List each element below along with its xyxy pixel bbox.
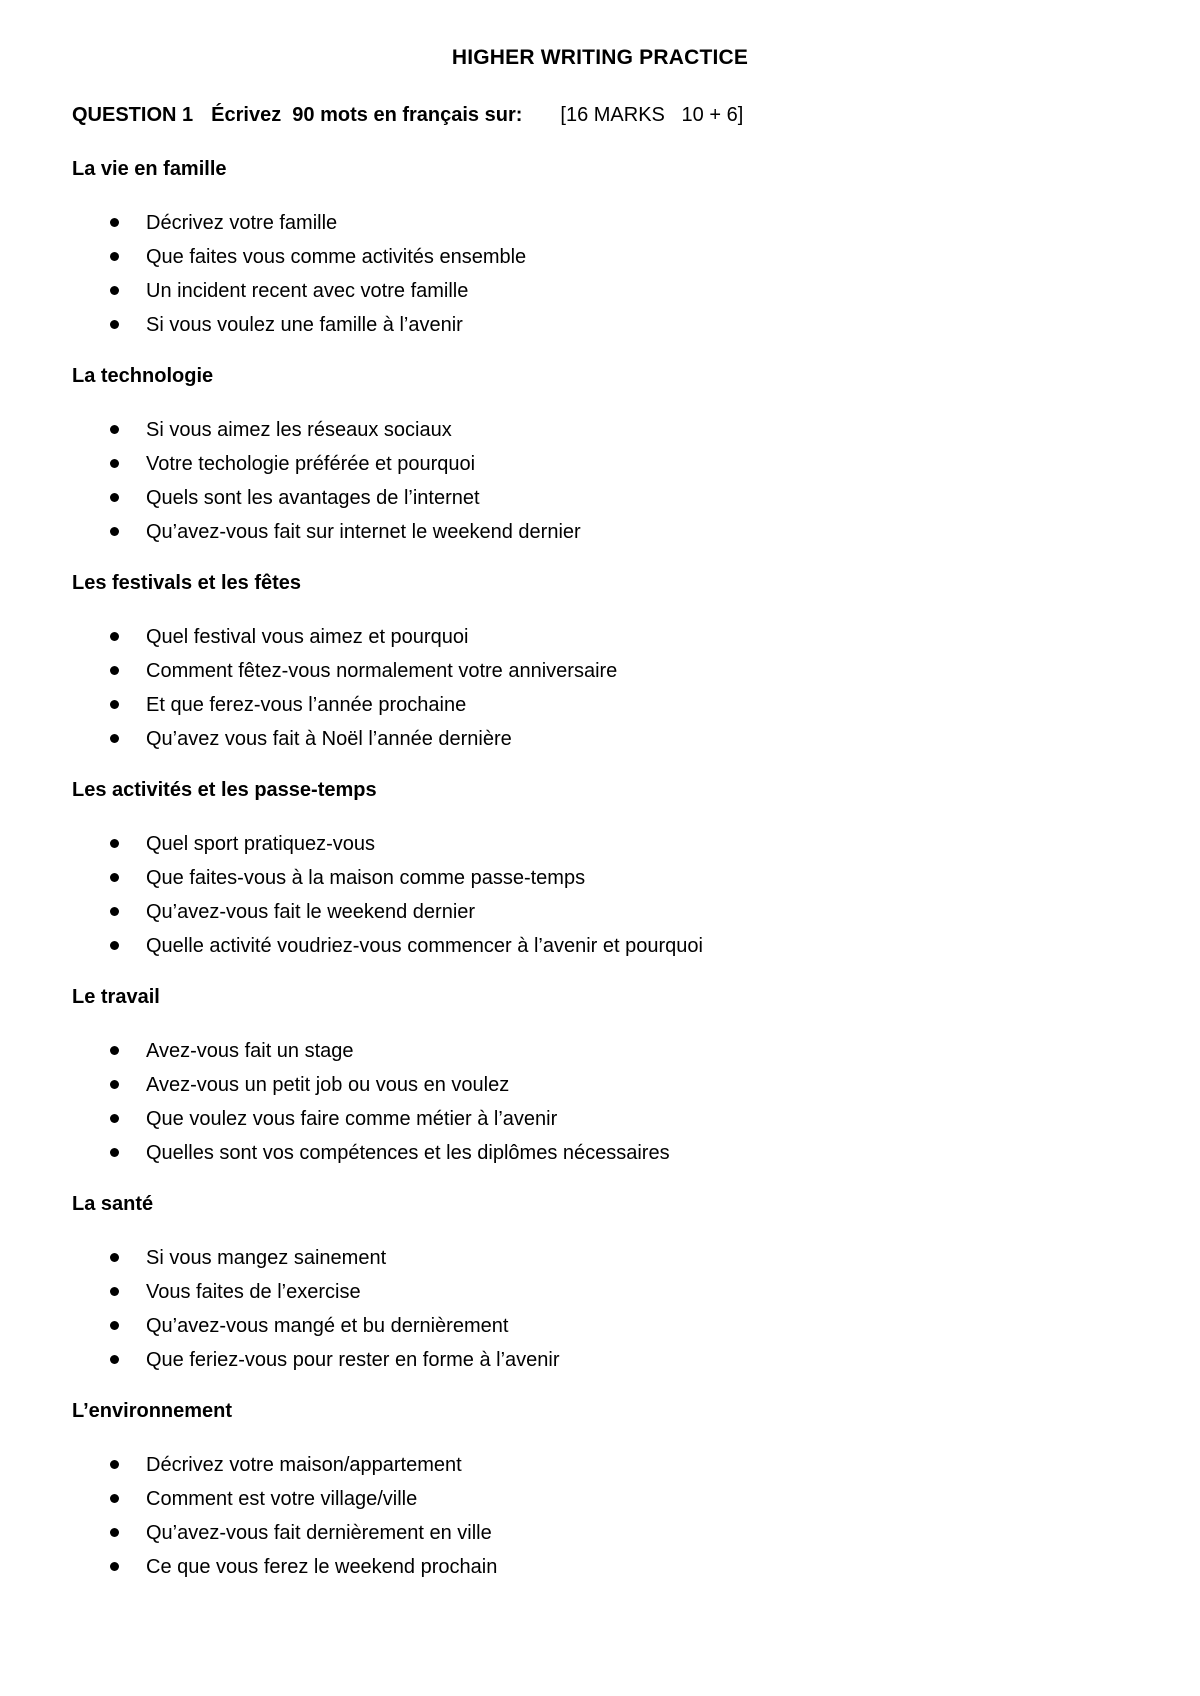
bullet-icon <box>110 1148 119 1157</box>
list-item-text: Si vous mangez sainement <box>146 1247 387 1269</box>
list-item <box>72 1482 1132 1516</box>
section-heading: Les activités et les passe-temps <box>72 779 377 801</box>
bullet-icon <box>110 1287 119 1296</box>
topic-section <box>72 570 1132 756</box>
question-label: QUESTION 1 <box>72 104 194 126</box>
bullet-list <box>72 413 1132 549</box>
list-item-text: Si vous aimez les réseaux sociaux <box>146 419 452 441</box>
list-item-text: Si vous voulez une famille à l’avenir <box>146 314 463 336</box>
bullet-icon <box>110 1253 119 1262</box>
list-item-text: Avez-vous un petit job ou vous en voulez <box>146 1074 510 1096</box>
list-item-text: Que voulez vous faire comme métier à l’avenir <box>146 1108 558 1130</box>
topic-sections <box>72 156 1132 1605</box>
bullet-icon <box>110 425 119 434</box>
bullet-icon <box>110 632 119 641</box>
list-item <box>72 1136 1132 1170</box>
list-item <box>72 1343 1132 1377</box>
list-item <box>72 722 1132 756</box>
list-item <box>72 620 1132 654</box>
bullet-list <box>72 1241 1132 1377</box>
section-heading: La technologie <box>72 365 214 387</box>
question-line <box>72 104 743 127</box>
bullet-icon <box>110 873 119 882</box>
section-heading: La santé <box>72 1193 154 1215</box>
list-item <box>72 861 1132 895</box>
list-item-text: Que feriez-vous pour rester en forme à l’avenir <box>146 1349 560 1371</box>
list-item-text: Ce que vous ferez le weekend prochain <box>146 1556 498 1578</box>
list-item-text: Quelles sont vos compétences et les diplômes nécessaires <box>146 1142 670 1164</box>
bullet-list <box>72 1034 1132 1170</box>
list-item-text: Comment fêtez-vous normalement votre anniversaire <box>146 660 618 682</box>
list-item <box>72 895 1132 929</box>
bullet-icon <box>110 700 119 709</box>
list-item <box>72 1448 1132 1482</box>
bullet-list <box>72 620 1132 756</box>
list-item <box>72 1102 1132 1136</box>
bullet-icon <box>110 1494 119 1503</box>
bullet-icon <box>110 1046 119 1055</box>
bullet-icon <box>110 1460 119 1469</box>
bullet-icon <box>110 527 119 536</box>
list-item <box>72 1068 1132 1102</box>
list-item-text: Décrivez votre famille <box>146 212 338 234</box>
list-item-text: Que faites vous comme activités ensemble <box>146 246 527 268</box>
topic-section <box>72 1191 1132 1377</box>
bullet-icon <box>110 1080 119 1089</box>
list-item <box>72 1034 1132 1068</box>
list-item <box>72 1241 1132 1275</box>
list-item-text: Décrivez votre maison/appartement <box>146 1454 462 1476</box>
list-item-text: Comment est votre village/ville <box>146 1488 418 1510</box>
bullet-icon <box>110 320 119 329</box>
bullet-icon <box>110 286 119 295</box>
list-item <box>72 688 1132 722</box>
bullet-icon <box>110 1562 119 1571</box>
list-item <box>72 206 1132 240</box>
list-item <box>72 515 1132 549</box>
bullet-icon <box>110 1355 119 1364</box>
list-item <box>72 1309 1132 1343</box>
list-item <box>72 240 1132 274</box>
list-item-text: Votre techologie préférée et pourquoi <box>146 453 476 475</box>
list-item-text: Qu’avez-vous fait sur internet le weekend dernier <box>146 521 581 543</box>
topic-section <box>72 363 1132 549</box>
list-item-text: Quel sport pratiquez-vous <box>146 833 376 855</box>
bullet-icon <box>110 839 119 848</box>
list-item-text: Et que ferez-vous l’année prochaine <box>146 694 467 716</box>
bullet-list <box>72 206 1132 342</box>
list-item <box>72 413 1132 447</box>
list-item-text: Qu’avez vous fait à Noël l’année dernière <box>146 728 512 750</box>
bullet-icon <box>110 493 119 502</box>
list-item-text: Quels sont les avantages de l’internet <box>146 487 480 509</box>
list-item <box>72 308 1132 342</box>
bullet-icon <box>110 734 119 743</box>
list-item-text: Un incident recent avec votre famille <box>146 280 469 302</box>
question-marks: [16 MARKS 10 + 6] <box>560 104 744 126</box>
bullet-icon <box>110 218 119 227</box>
list-item <box>72 1516 1132 1550</box>
section-heading: L’environnement <box>72 1400 233 1422</box>
bullet-icon <box>110 252 119 261</box>
list-item-text: Avez-vous fait un stage <box>146 1040 354 1062</box>
topic-section <box>72 777 1132 963</box>
bullet-list <box>72 1448 1132 1584</box>
list-item-text: Quel festival vous aimez et pourquoi <box>146 626 469 648</box>
list-item-text: Qu’avez-vous mangé et bu dernièrement <box>146 1315 509 1337</box>
list-item <box>72 1550 1132 1584</box>
page-title: HIGHER WRITING PRACTICE <box>451 46 749 69</box>
topic-section <box>72 156 1132 342</box>
bullet-list <box>72 827 1132 963</box>
bullet-icon <box>110 666 119 675</box>
list-item-text: Vous faites de l’exercise <box>146 1281 361 1303</box>
list-item <box>72 481 1132 515</box>
question-instruction: Écrivez 90 mots en français sur: <box>211 104 523 126</box>
list-item <box>72 447 1132 481</box>
bullet-icon <box>110 907 119 916</box>
bullet-icon <box>110 941 119 950</box>
list-item <box>72 827 1132 861</box>
bullet-icon <box>110 1321 119 1330</box>
section-heading: Le travail <box>72 986 160 1008</box>
section-heading: La vie en famille <box>72 158 227 180</box>
list-item <box>72 654 1132 688</box>
bullet-icon <box>110 1528 119 1537</box>
topic-section <box>72 1398 1132 1584</box>
topic-section <box>72 984 1132 1170</box>
list-item <box>72 1275 1132 1309</box>
list-item-text: Que faites-vous à la maison comme passe-temps <box>146 867 586 889</box>
list-item-text: Qu’avez-vous fait le weekend dernier <box>146 901 476 923</box>
list-item-text: Qu’avez-vous fait dernièrement en ville <box>146 1522 492 1544</box>
bullet-icon <box>110 459 119 468</box>
list-item <box>72 274 1132 308</box>
list-item-text: Quelle activité voudriez-vous commencer à l’avenir et pourquoi <box>146 935 703 957</box>
bullet-icon <box>110 1114 119 1123</box>
list-item <box>72 929 1132 963</box>
section-heading: Les festivals et les fêtes <box>72 572 302 594</box>
